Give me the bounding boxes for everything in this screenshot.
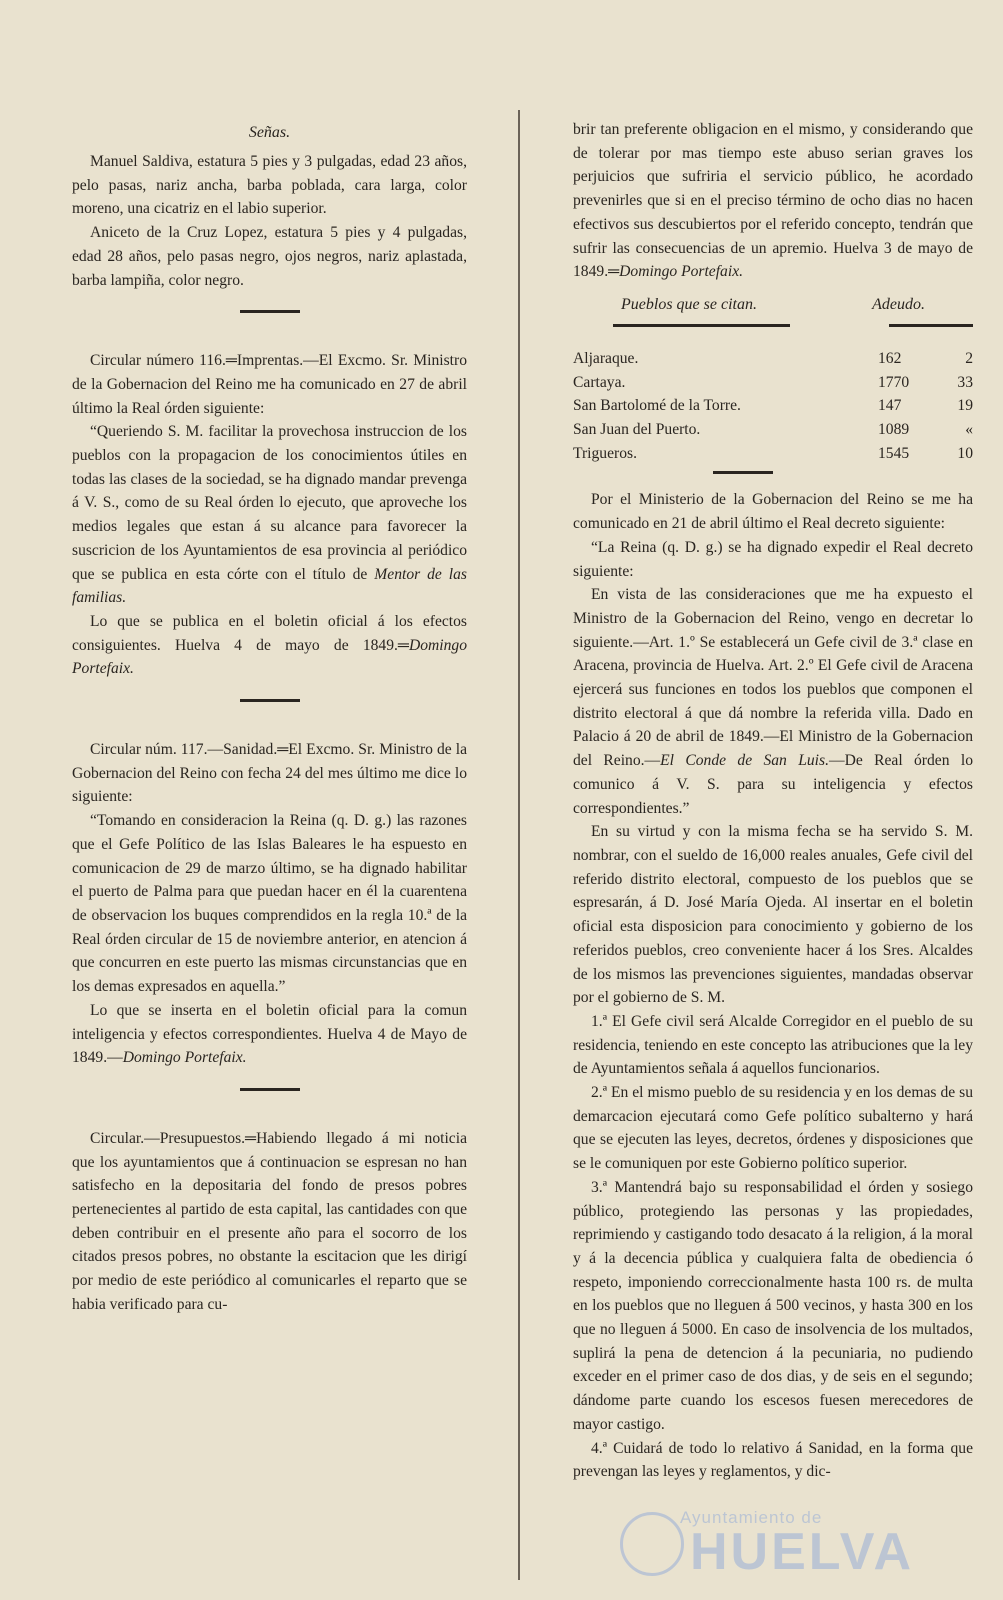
circular-116-signature: Domingo Portefaix.: [72, 636, 467, 678]
decree-closing: —De Real órden lo comunico á V. S. para su inteligencia y efectos correspondientes.”: [573, 752, 973, 817]
circular-116-closing-text: Lo que se publica en el boletin oficial á los efectos consiguientes. Huelva 4 de mayo de 1849.═: [72, 612, 467, 654]
amount-reales: 1545: [878, 444, 910, 462]
table-rule: [742, 324, 790, 327]
amount-maravedis: 10: [957, 444, 973, 462]
circular-116-intro: Circular número 116.═Imprentas.—El Excmo. Sr. Ministro de la Gobernacion del Reino me ha comunicado en 27 de abril último la Real órden siguiente:: [72, 352, 467, 417]
seal-icon: [620, 1512, 684, 1576]
circular-117-closing: [72, 999, 467, 1070]
table-row: [573, 418, 973, 442]
section-rule: [240, 699, 300, 702]
gobernacion-decree-intro: “La Reina (q. D. g.) se ha dignado expedir el Real decreto siguiente:: [573, 538, 973, 580]
circular-116-text: “Queriendo S. M. facilitar la provechosa instruccion de los pueblos con la propagacion de los conocimientos útiles en todas las clases de la sociedad, se ha dignado mandar prevenga á V. S., como de su Real órden lo ejecuto, que aproveche los medios legales que estan á su alcance para favorecer la suscricion de los Ayuntamientos de esa provincia al periódico que se publica en esta córte con el título de: [72, 423, 467, 583]
amount-reales: 1089: [878, 421, 910, 439]
presupuestos-signature: Domingo Portefaix.: [619, 263, 744, 281]
debt-table-header: [573, 296, 973, 314]
circular-117-intro: Circular núm. 117.—Sanidad.═El Excmo. Sr. Ministro de la Gobernacion del Reino con fecha 24 del mes último me dice lo siguiente:: [72, 741, 467, 806]
archive-watermark: [620, 1508, 950, 1580]
amount-maravedis: 2: [965, 349, 973, 367]
circular-117-signature: Domingo Portefaix.: [122, 1049, 247, 1067]
pueblo-name: San Juan del Puerto.: [573, 421, 701, 439]
article-3: 3.ª Mantendrá bajo su responsabilidad el órden y sosiego público, protegiendo las personas y las propiedades, reprimiendo y castigando todo desacato á la religion, á la moral y á la decencia pública y cualquiera falta de obediencia ó respeto, imponiendo correccionalmente hasta 100 rs. de multa en los pueblos que no lleguen á 500 vecinos, y hasta 300 en los que no lleguen á 5000. En caso de insolvencia de los multados, suplirá la pena de detencion á la pecuniaria, no pudiendo exceder en el primer caso de dos dias, y de seis en el segundo; dándome parte cuando los escesos fuesen merecedores de mayor castigo.: [573, 1178, 973, 1433]
table-row: [573, 347, 973, 371]
amount-maravedis: «: [965, 421, 973, 439]
amount-reales: 147: [878, 397, 902, 415]
table-header-rules: [573, 324, 973, 327]
gobernacion-appointment: En su virtud y con la misma fecha se ha servido S. M. nombrar, con el sueldo de 16,000 reales anuales, Gefe civil del referido distrito electoral, compuesto de los pueblos que se espresarán, á D. José María Ojeda. Al insertar en el boletin oficial esta disposicion para conocimiento y gobierno de los referidos pueblos, creo conveniente hacer á los Sres. Alcaldes de los mismos las prevenciones siguientes, mandadas observar por el gobierno de S. M.: [573, 823, 973, 1007]
table-row: [573, 371, 973, 395]
presupuestos-continuation: [573, 118, 973, 284]
presupuestos-paragraph: Circular.—Presupuestos.═Habiendo llegado á mi noticia que los ayuntamientos que á continuacion se espresan no han satisfecho en la depositaria del fondo de presos pobres pertenecientes al partido de esta capital, las cantidades con que deben contribuir en el presente año para el socorro de los citados presos pobres, no obstante la escitacion que les dirigí por medio de este periódico al comunicarles el reparto que se habia verificado para cu-: [72, 1129, 467, 1313]
amount-maravedis: 19: [957, 397, 973, 415]
gobernacion-intro: Por el Ministerio de la Gobernacion del Reino se me ha comunicado en 21 de abril último el Real decreto siguiente:: [573, 491, 973, 533]
gobernacion-decree-body: [573, 583, 973, 820]
section-rule: [713, 471, 773, 474]
pueblo-name: Aljaraque.: [573, 349, 639, 367]
amount-maravedis: 33: [957, 373, 973, 391]
debt-table: [573, 347, 973, 466]
table-rule: [889, 324, 973, 327]
table-column-adeudo: Adeudo.: [872, 295, 925, 313]
section-rule: [240, 1088, 300, 1091]
senas-paragraph-2: Aniceto de la Cruz Lopez, estatura 5 pies y 4 pulgadas, edad 28 años, pelo pasas negro, ojos negros, nariz aplastada, barba lampiña, color negro.: [72, 224, 467, 289]
right-column: [573, 118, 973, 1484]
circular-116-body: [72, 420, 467, 610]
periodical-title: Mentor de las familias.: [72, 565, 467, 607]
table-column-pueblos: Pueblos que se citan.: [621, 295, 757, 313]
circular-116-closing: [72, 610, 467, 681]
table-rule: [613, 324, 763, 327]
circular-117-body: “Tomando en consideracion la Reina (q. D. g.) las razones que el Gefe Político de las Islas Baleares le ha espuesto en comunicacion de 29 de marzo último, se ha dignado habilitar el puerto de Palma para que puedan hacer en él la cuarentena de observacion los buques comprendidos en la regla 10.ª de la Real órden circular de 15 de noviembre anterior, en atencion á que concurren en este puerto las mismas circunstancias que en los demas expresados en aquella.”: [72, 812, 467, 996]
pueblo-name: Trigueros.: [573, 444, 637, 462]
senas-paragraph-1: Manuel Saldiva, estatura 5 pies y 3 pulgadas, edad 23 años, pelo pasas, nariz ancha, barba poblada, cara larga, color moreno, una cicatriz en el labio superior.: [72, 153, 467, 218]
amount-reales: 1770: [878, 373, 910, 391]
pueblo-name: San Bartolomé de la Torre.: [573, 397, 741, 415]
decree-signature: El Conde de San Luis.: [660, 752, 829, 770]
left-column: [72, 118, 467, 1317]
pueblo-name: Cartaya.: [573, 373, 626, 391]
circular-117-closing-text: Lo que se inserta en el boletin oficial para la comun inteligencia y efectos correspondientes. Huelva 4 de Mayo de 1849.—: [72, 1001, 467, 1067]
table-row: [573, 442, 973, 466]
watermark-small-text: Ayuntamiento de: [680, 1508, 823, 1527]
table-row: [573, 394, 973, 418]
article-4: 4.ª Cuidará de todo lo relativo á Sanidad, en la forma que prevengan las leyes y reglamentos, y dic-: [573, 1439, 973, 1481]
column-divider: [518, 110, 520, 1580]
article-1: 1.ª El Gefe civil será Alcalde Corregidor en el pueblo de su residencia, teniendo en este concepto las atribuciones que la ley de Ayuntamientos señala á aquellos funcionarios.: [573, 1012, 973, 1078]
decree-text: En vista de las consideraciones que me ha expuesto el Ministro de la Gobernacion del Reino, vengo en decretar lo siguiente.—Art. 1.º Se establecerá un Gefe civil de 3.ª clase en Aracena, provincia de Huelva. Art. 2.º El Gefe civil de Aracena ejercerá sus funciones en todos los pueblos que componen el distrito electoral á que dá nombre la referida villa. Dado en Palacio á 20 de abril de 1849.—El Ministro de la Gobernacion del Reino.—: [573, 586, 973, 770]
article-2: 2.ª En el mismo pueblo de su residencia y en los demas de su demarcacion ejecutará como Gefe político subalterno y hará que se ejecuten las leyes, decretos, órdenes y disposiciones que se le comuniquen por este Gobierno político superior.: [573, 1084, 973, 1173]
senas-heading: Señas.: [248, 124, 291, 141]
amount-reales: 162: [878, 349, 902, 367]
section-rule: [240, 310, 300, 313]
presupuestos-continuation-text: brir tan preferente obligacion en el mismo, y considerando que de tolerar por mas tiempo este abuso serian graves los perjuicios que sufriria el servicio público, he acordado prevenirles que si en el preciso término de ocho dias no hacen efectivos sus descubiertos por el referido concepto, tendrán que sufrir las consecuencias de un apremio. Huelva 3 de mayo de 1849.═: [573, 121, 973, 281]
watermark-big-text: HUELVA: [690, 1523, 915, 1581]
